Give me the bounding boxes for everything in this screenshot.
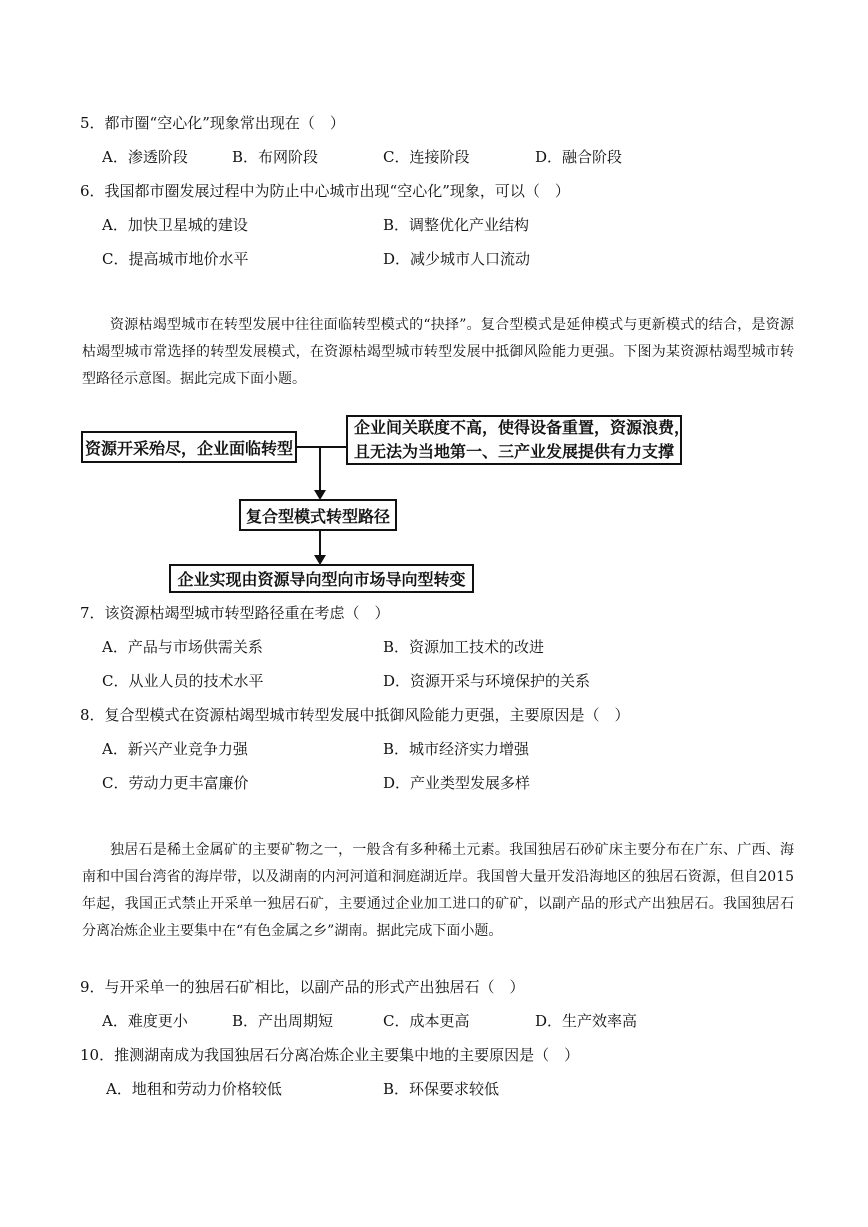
passage-resource-city-text: 资源枯竭型城市在转型发展中往往面临转型模式的“抉择”。复合型模式是延伸模式与更新模式的结合，是资源枯竭型城市常选择的转型发展模式，在资源枯竭型城市转型发展中抵御风险能力更强。下图为某资源枯竭型城市转型路径示意图。据此完成下面小题。	[82, 317, 794, 387]
q5-option-c: C．连接阶段	[383, 148, 470, 166]
box-problem-note-line1: 企业间关联度不高，使得设备重置，资源浪费，	[354, 418, 691, 437]
passage-monazite-text: 独居石是稀土金属矿的主要矿物之一，一般含有多种稀土元素。我国独居石砂矿床主要分布在广东、广西、海南和中国台湾省的海岸带，以及湖南的内河河道和洞庭湖近岸。我国曾大量开发沿海地区的独居石资源，但自2015年起，我国正式禁止开采单一独居石矿，主要通过企业加工进口的矿矿，以副产品的形式产出独居石。我国独居石分离冶炼企业主要集中在“有色金属之乡”湖南。据此完成下面小题。	[82, 842, 794, 939]
box-problem-note-line2: 且无法为当地第一、三产业发展提供有力支撑	[354, 442, 675, 461]
question-9-stem: 9．与开采单一的独居石矿相比，以副产品的形式产出独居石（ ）	[80, 978, 525, 996]
box-composite-path: 复合型模式转型路径	[239, 499, 397, 531]
box-market-oriented-result: 企业实现由资源导向型向市场导向型转变	[169, 564, 474, 593]
q7-option-b: B．资源加工技术的改进	[383, 638, 545, 656]
question-7-stem: 7．该资源枯竭型城市转型路径重在考虑（ ）	[80, 604, 390, 622]
q8-option-b: B．城市经济实力增强	[383, 740, 530, 758]
q8-option-a: A．新兴产业竞争力强	[102, 740, 248, 758]
q5-option-a: A．渗透阶段	[102, 148, 188, 166]
q9-option-b: B．产出周期短	[232, 1012, 334, 1030]
q10-option-a: A．地租和劳动力价格较低	[106, 1080, 282, 1098]
q10-option-b: B．环保要求较低	[383, 1080, 500, 1098]
question-10-stem: 10．推测湖南成为我国独居石分离冶炼企业主要集中地的主要原因是（ ）	[80, 1046, 580, 1064]
q5-option-b: B．布网阶段	[232, 148, 319, 166]
question-5-stem: 5．都市圈“空心化”现象常出现在（ ）	[80, 114, 345, 132]
q8-option-c: C．劳动力更丰富廉价	[102, 774, 249, 792]
q9-option-d: D．生产效率高	[535, 1012, 638, 1030]
q8-option-d: D．产业类型发展多样	[383, 774, 531, 792]
question-6-stem: 6．我国都市圈发展过程中为防止中心城市出现“空心化”现象，可以（ ）	[80, 182, 570, 200]
q7-option-a: A．产品与市场供需关系	[102, 638, 263, 656]
box-resource-exhausted: 资源开采殆尽，企业面临转型	[81, 431, 297, 463]
q7-option-d: D．资源开采与环境保护的关系	[383, 672, 591, 690]
passage-monazite	[82, 837, 794, 945]
q6-option-b: B．调整优化产业结构	[383, 216, 530, 234]
question-8-stem: 8．复合型模式在资源枯竭型城市转型发展中抵御风险能力更强，主要原因是（ ）	[80, 706, 630, 724]
q6-option-c: C．提高城市地价水平	[102, 250, 249, 268]
q6-option-a: A．加快卫星城的建设	[102, 216, 248, 234]
box-problem-note	[346, 415, 691, 465]
q7-option-c: C．从业人员的技术水平	[102, 672, 264, 690]
q9-option-c: C．成本更高	[383, 1012, 470, 1030]
q9-option-a: A．难度更小	[102, 1012, 188, 1030]
q6-option-d: D．减少城市人口流动	[383, 250, 531, 268]
q5-option-d: D．融合阶段	[535, 148, 623, 166]
